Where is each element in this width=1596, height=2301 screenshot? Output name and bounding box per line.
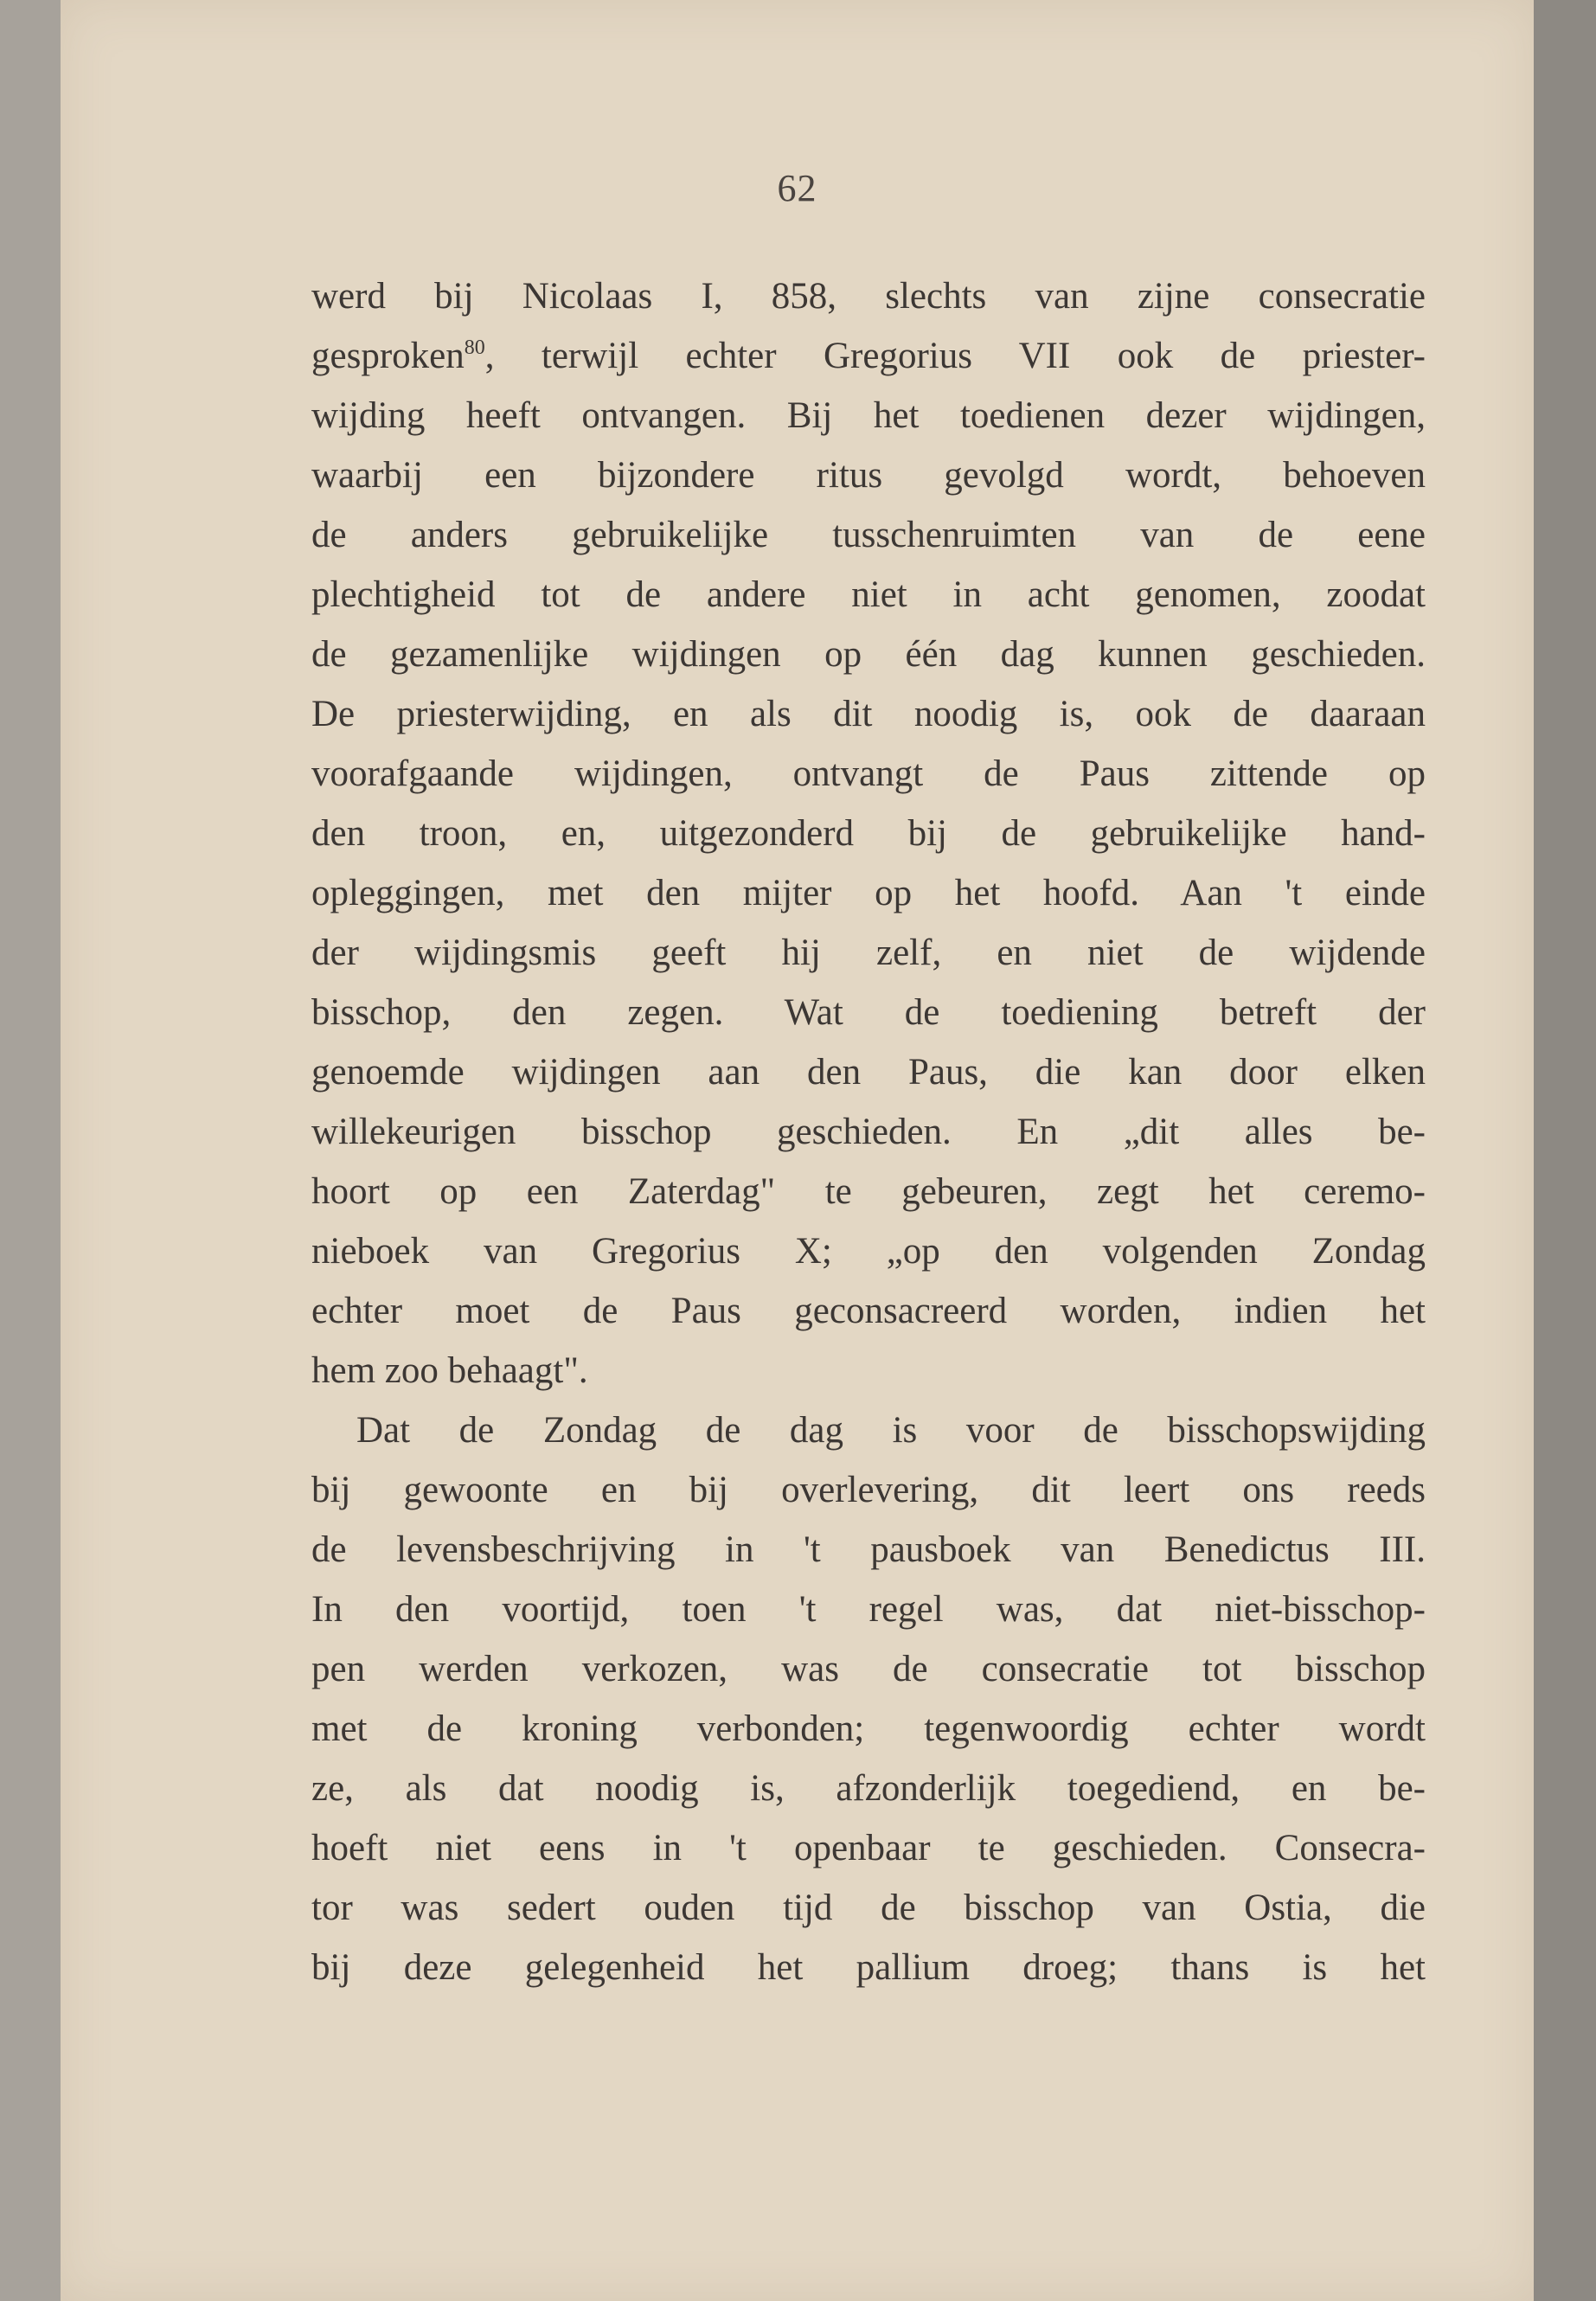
text-line: genoemde wijdingen aan den Paus, die kan door elken (311, 1052, 1426, 1093)
text-line: bij deze gelegenheid het pallium droeg; thans is het (311, 1947, 1426, 1988)
text-line-paragraph-start: Dat de Zondag de dag is voor de bisschopswijding (356, 1410, 1426, 1451)
body-text (311, 266, 1426, 1997)
text-line: plechtigheid tot de andere niet in acht genomen, zoodat (311, 574, 1426, 615)
text-line: De priesterwijding, en als dit noodig is, ook de daaraan (311, 694, 1426, 734)
text-line: bij gewoonte en bij overlevering, dit leert ons reeds (311, 1470, 1426, 1510)
text-line-paragraph-end: hem zoo behaagt". (311, 1350, 588, 1391)
text-line: de gezamenlijke wijdingen op één dag kunnen geschieden. (311, 634, 1426, 675)
text-line: den troon, en, uitgezonderd bij de gebruikelijke hand- (311, 813, 1426, 854)
text-line: werd bij Nicolaas I, 858, slechts van zijne consecratie (311, 276, 1426, 317)
text-line: ze, als dat noodig is, afzonderlijk toegediend, en be- (311, 1768, 1426, 1809)
book-page (61, 0, 1534, 2301)
scan-margin-left (0, 0, 61, 2301)
page-number: 62 (777, 167, 817, 209)
text-line: gesproken$^{80}$, terwijl echter Gregorius VII ook de priester- (311, 336, 1426, 376)
text-line: nieboek van Gregorius X; „op den volgenden Zondag (311, 1231, 1426, 1272)
text-line: opleggingen, met den mijter op het hoofd. Aan 't einde (311, 873, 1426, 913)
text-line: waarbij een bijzondere ritus gevolgd wordt, behoeven (311, 455, 1426, 496)
text-line: wijding heeft ontvangen. Bij het toedienen dezer wijdingen, (311, 395, 1426, 436)
text-line: met de kroning verbonden; tegenwoordig echter wordt (311, 1708, 1426, 1749)
text-line: echter moet de Paus geconsacreerd worden, indien het (311, 1291, 1426, 1331)
scan-margin-right (1534, 0, 1596, 2301)
text-line: hoeft niet eens in 't openbaar te geschieden. Consecra- (311, 1828, 1426, 1868)
text-line: voorafgaande wijdingen, ontvangt de Paus zittende op (311, 753, 1426, 794)
footnote-reference: 80 (464, 336, 485, 359)
text-line: de anders gebruikelijke tusschenruimten van de eene (311, 515, 1426, 555)
text-line: de levensbeschrijving in 't pausboek van Benedictus III. (311, 1529, 1426, 1570)
text-line: pen werden verkozen, was de consecratie tot bisschop (311, 1649, 1426, 1689)
text-line: hoort op een Zaterdag" te gebeuren, zegt het ceremo- (311, 1171, 1426, 1212)
text-line: bisschop, den zegen. Wat de toediening betreft der (311, 992, 1426, 1033)
text-line: tor was sedert ouden tijd de bisschop van Ostia, die (311, 1888, 1426, 1928)
text-line: In den voortijd, toen 't regel was, dat niet-bisschop- (311, 1589, 1426, 1630)
text-line: willekeurigen bisschop geschieden. En „dit alles be- (311, 1112, 1426, 1152)
text-line: der wijdingsmis geeft hij zelf, en niet de wijdende (311, 933, 1426, 973)
